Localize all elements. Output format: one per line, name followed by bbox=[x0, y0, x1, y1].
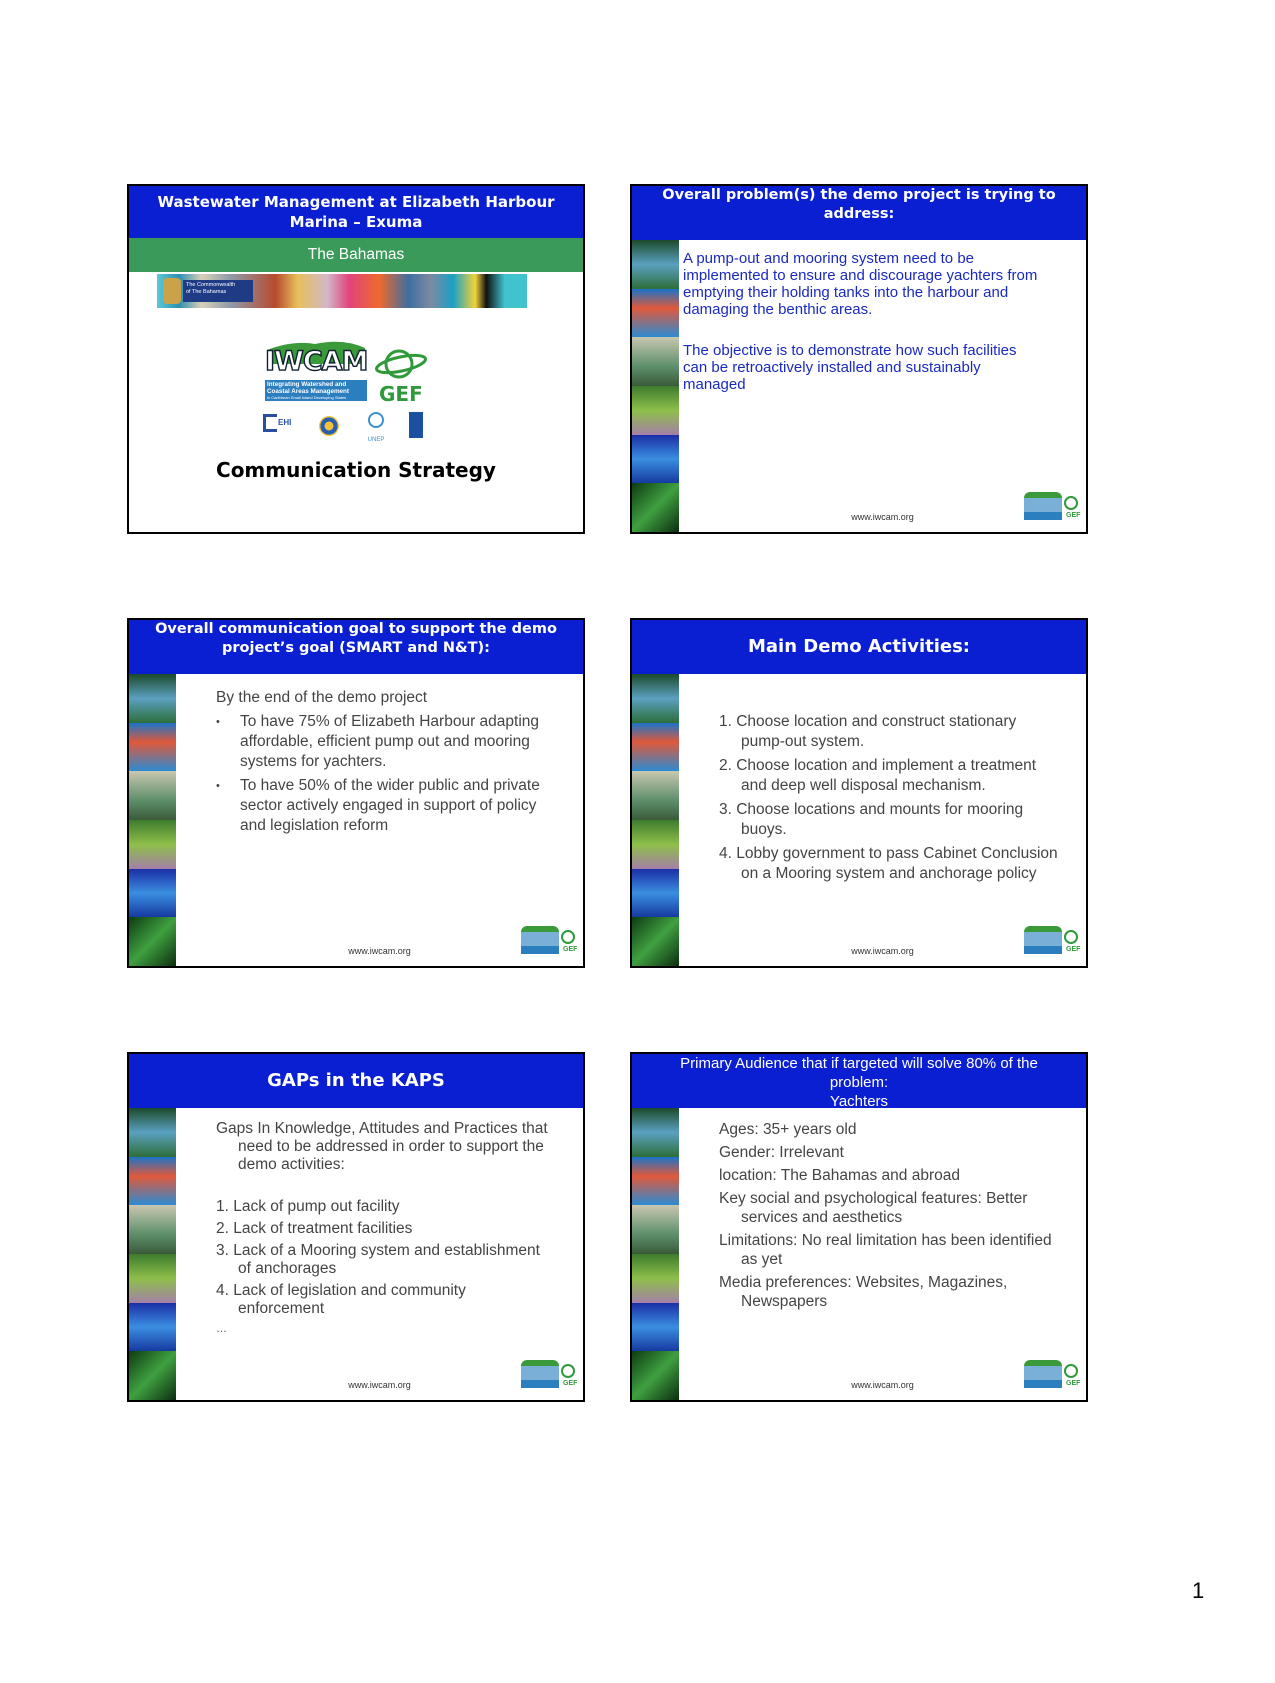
audience-item-3: location: The Bahamas and abroad bbox=[719, 1167, 960, 1184]
title-line-1: GAPs in the KAPS bbox=[267, 1070, 445, 1091]
audience-list bbox=[719, 1120, 1059, 1311]
goal-bullet-1 bbox=[216, 712, 556, 772]
problem-text bbox=[683, 250, 1043, 393]
audience-item-4: Key social and psychological features: Better services and aesthetics bbox=[719, 1190, 1028, 1226]
audience-item-2: Gender: Irrelevant bbox=[719, 1144, 844, 1161]
title-line-1: Overall problem(s) the demo project is trying to bbox=[662, 187, 1056, 203]
title-line-1: Primary Audience that if targeted will solve 80% of the bbox=[680, 1055, 1038, 1072]
gaps-text bbox=[216, 1120, 556, 1338]
slide-gaps-kaps bbox=[127, 1052, 585, 1402]
slide-title-header bbox=[129, 186, 583, 238]
cehi-label: EHI bbox=[278, 418, 292, 427]
activity-item-2: 2. Choose location and implement a treatment and deep well disposal mechanism. bbox=[719, 757, 1037, 794]
slide-title bbox=[127, 184, 585, 534]
decorative-photo-strip bbox=[632, 240, 679, 532]
slide-goal-header bbox=[129, 620, 583, 674]
audience-item-1: Ages: 35+ years old bbox=[719, 1121, 857, 1138]
banner-caption-line-1: The Commonwealth bbox=[186, 282, 236, 288]
goal-intro: By the end of the demo project bbox=[216, 689, 428, 706]
slide-audience-header bbox=[632, 1054, 1086, 1108]
gap-item-1: 1. Lack of pump out facility bbox=[216, 1198, 400, 1215]
title-line-3: Yachters bbox=[829, 1093, 889, 1110]
slide-main-activities bbox=[630, 618, 1088, 968]
slide-gaps-header bbox=[129, 1054, 583, 1108]
iwcam-gef-mini-logo-icon: GEF bbox=[1024, 922, 1082, 964]
website-url: www.iwcam.org bbox=[851, 512, 914, 522]
undp-logo-icon bbox=[409, 412, 423, 438]
slide-activities-header bbox=[632, 620, 1086, 674]
caricom-logo-icon bbox=[319, 416, 339, 436]
website-url: www.iwcam.org bbox=[348, 1380, 411, 1390]
iwcam-tagline-2: Coastal Areas Management bbox=[267, 388, 350, 395]
iwcam-gef-mini-logo-icon: GEF bbox=[1024, 488, 1082, 530]
activity-item-3: 3. Choose locations and mounts for mooring buoys. bbox=[719, 801, 1024, 838]
page-number: 1 bbox=[1192, 1578, 1205, 1603]
unep-globe-icon bbox=[368, 412, 384, 428]
iwcam-logo bbox=[263, 336, 369, 408]
slide-problem-header bbox=[632, 186, 1086, 240]
decorative-photo-strip bbox=[632, 674, 679, 966]
title-line-1: Wastewater Management at Elizabeth Harbour bbox=[157, 193, 555, 211]
website-url: www.iwcam.org bbox=[851, 1380, 914, 1390]
bahamas-coat-of-arms bbox=[163, 278, 181, 304]
activities-list bbox=[719, 712, 1059, 884]
gef-logo bbox=[373, 346, 429, 406]
unep-logo bbox=[363, 412, 389, 443]
iwcam-gef-mini-logo-icon: GEF bbox=[521, 1356, 579, 1398]
gap-item-2: 2. Lack of treatment facilities bbox=[216, 1220, 413, 1237]
decorative-photo-strip bbox=[632, 1108, 679, 1400]
slide-problem bbox=[630, 184, 1088, 534]
audience-item-6: Media preferences: Websites, Magazines, Newspapers bbox=[719, 1274, 1008, 1310]
goal-bullet-2-text: To have 50% of the wider public and private sector actively engaged in support of policy and legislation reform bbox=[240, 777, 540, 834]
decorative-photo-strip bbox=[129, 674, 176, 966]
subtitle-bar bbox=[129, 238, 583, 272]
cehi-logo bbox=[263, 414, 299, 436]
audience-item-5: Limitations: No real limitation has been identified as yet bbox=[719, 1232, 1052, 1268]
bullet-icon: • bbox=[216, 780, 220, 792]
goal-bullet-1-text: To have 75% of Elizabeth Harbour adapting affordable, efficient pump out and mooring systems for yachters. bbox=[240, 713, 540, 770]
banner-caption-line-2: of The Bahamas bbox=[186, 289, 227, 295]
slide-primary-audience bbox=[630, 1052, 1088, 1402]
iwcam-gef-mini-logo-icon: GEF bbox=[521, 922, 579, 964]
website-url: www.iwcam.org bbox=[851, 946, 914, 956]
gap-item-3: 3. Lack of a Mooring system and establishment of anchorages bbox=[216, 1242, 540, 1277]
iwcam-gef-mini-logo-icon: GEF bbox=[1024, 1356, 1082, 1398]
gaps-ellipsis: … bbox=[216, 1323, 227, 1335]
website-url: www.iwcam.org bbox=[348, 946, 411, 956]
subtitle: The Bahamas bbox=[307, 246, 405, 263]
gap-item-4: 4. Lack of legislation and community enforcement bbox=[216, 1282, 466, 1317]
title-line-2: project’s goal (SMART and N&T): bbox=[222, 640, 490, 656]
slide-heading: Communication Strategy bbox=[216, 458, 496, 482]
gef-globe-icon bbox=[373, 346, 429, 382]
goal-bullet-2 bbox=[216, 776, 556, 836]
bullet-icon: • bbox=[216, 716, 220, 728]
title-line-2: address: bbox=[823, 206, 895, 222]
iwcam-wordmark: IWCAM bbox=[265, 346, 368, 377]
goal-text bbox=[216, 688, 556, 836]
unep-label: UNEP bbox=[367, 437, 385, 443]
banner-caption bbox=[183, 280, 253, 302]
title-line-2: problem: bbox=[829, 1074, 889, 1091]
activity-item-4: 4. Lobby government to pass Cabinet Conclusion on a Mooring system and anchorage policy bbox=[719, 845, 1058, 882]
slide-communication-goal bbox=[127, 618, 585, 968]
title-line-1: Main Demo Activities: bbox=[747, 636, 971, 657]
iwcam-tagline-1: Integrating Watershed and bbox=[267, 381, 347, 388]
decorative-photo-strip bbox=[129, 1108, 176, 1400]
title-line-1: Overall communication goal to support the demo bbox=[155, 621, 557, 637]
gaps-intro: Gaps In Knowledge, Attitudes and Practices that need to be addressed in order to support the demo activities: bbox=[216, 1120, 548, 1173]
problem-paragraph-2: The objective is to demonstrate how such facilities can be retroactively installed and sustainably managed bbox=[683, 342, 1017, 393]
title-line-2: Marina – Exuma bbox=[289, 213, 423, 231]
problem-paragraph-1: A pump-out and mooring system need to be implemented to ensure and discourage yachters from emptying their holding tanks into the harbour and damaging the benthic areas. bbox=[683, 250, 1038, 318]
photo-banner bbox=[157, 274, 527, 308]
iwcam-tagline bbox=[265, 380, 367, 401]
gef-wordmark: GEF bbox=[379, 382, 423, 406]
iwcam-tagline-3: in Caribbean Small Island Developing States bbox=[267, 395, 347, 400]
activity-item-1: 1. Choose location and construct stationary pump-out system. bbox=[719, 713, 1017, 750]
partner-logos bbox=[263, 412, 433, 442]
cehi-icon bbox=[263, 414, 277, 432]
